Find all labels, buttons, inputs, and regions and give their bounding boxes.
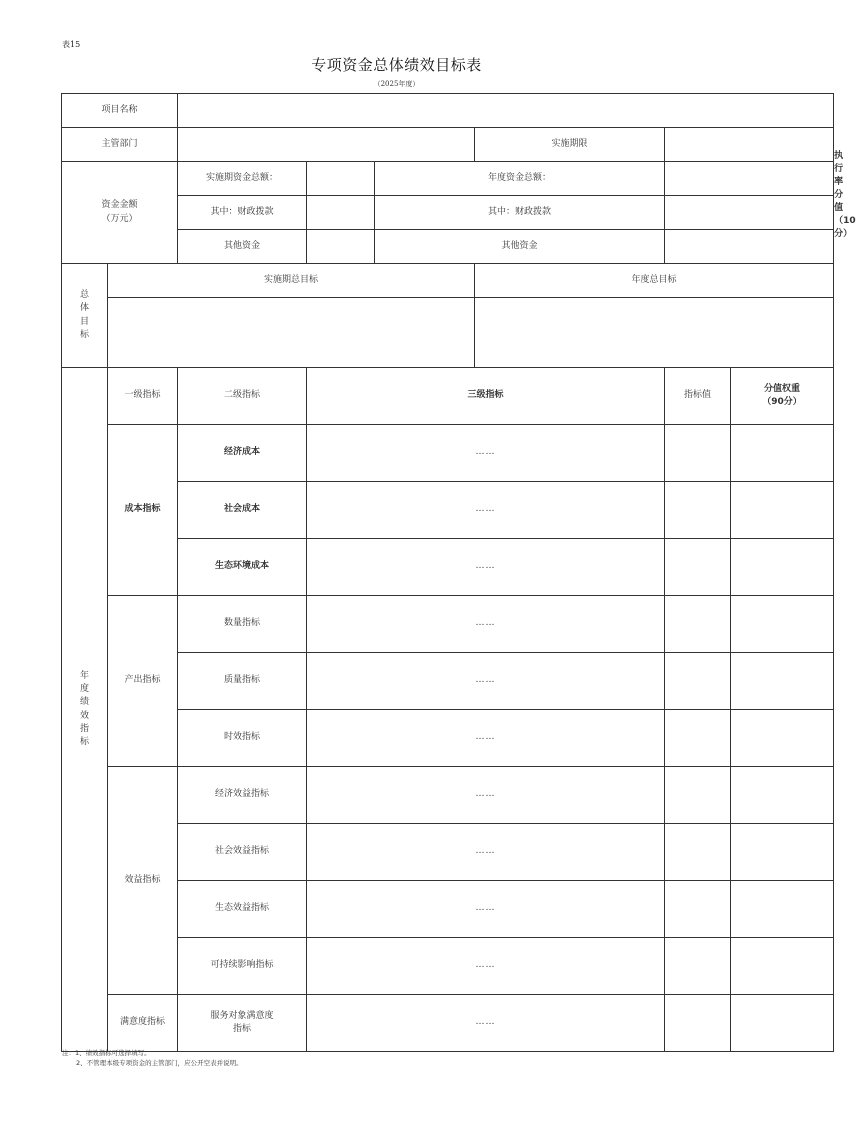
satisfaction-item-line2: 指标 xyxy=(233,1024,252,1034)
period-fiscal-label: 其中：财政拨款 xyxy=(178,196,307,230)
annual-indicator-char: 年 xyxy=(79,671,89,682)
indicator-value-cell[interactable] xyxy=(665,596,731,653)
level3-cell[interactable]: …… xyxy=(307,824,665,881)
annual-total-field[interactable] xyxy=(665,162,834,196)
output-item-quantity: 数量指标 xyxy=(178,596,307,653)
benefit-item-ecological: 生态效益指标 xyxy=(178,881,307,938)
cost-item-economic: 经济成本 xyxy=(178,425,307,482)
dept-label: 主管部门 xyxy=(62,128,178,162)
annual-indicator-char: 指 xyxy=(79,723,89,734)
cost-item-eco-env: 生态环境成本 xyxy=(178,539,307,596)
output-item-timeliness: 时效指标 xyxy=(178,710,307,767)
weight-cell[interactable] xyxy=(731,938,834,995)
level3-cell[interactable]: …… xyxy=(307,653,665,710)
value-header: 指标值 xyxy=(665,368,731,425)
period-label: 实施期限 xyxy=(475,128,665,162)
level3-cell[interactable]: …… xyxy=(307,767,665,824)
fund-label-line2: （万元） xyxy=(101,213,138,224)
level3-cell[interactable]: …… xyxy=(307,596,665,653)
page-subtitle: （2025年度） xyxy=(373,80,420,88)
period-goal-label: 实施期总目标 xyxy=(108,264,475,298)
weight-header-line1: 分值权重 xyxy=(764,383,801,394)
satisfaction-indicator-label: 满意度指标 xyxy=(108,995,178,1052)
period-goal-field[interactable] xyxy=(108,298,475,368)
exec-score-line2: （10分） xyxy=(834,216,856,240)
output-indicator-label: 产出指标 xyxy=(108,596,178,767)
footnotes xyxy=(62,1048,243,1069)
weight-cell[interactable] xyxy=(731,596,834,653)
period-total-label: 实施期资金总额： xyxy=(178,162,307,196)
indicator-value-cell[interactable] xyxy=(665,482,731,539)
annual-indicator-char: 标 xyxy=(79,736,89,747)
satisfaction-item xyxy=(178,995,307,1052)
level2-header: 二级指标 xyxy=(178,368,307,425)
benefit-item-sustainable: 可持续影响指标 xyxy=(178,938,307,995)
footnote-1: 注：1、绩效指标可选择填写。 xyxy=(62,1049,151,1057)
annual-indicator-char: 度 xyxy=(79,684,89,695)
overall-goal-char: 体 xyxy=(79,303,89,314)
period-fiscal-field[interactable] xyxy=(307,196,375,230)
project-name-label: 项目名称 xyxy=(62,94,178,128)
benefit-item-social: 社会效益指标 xyxy=(178,824,307,881)
overall-goal-char: 总 xyxy=(79,290,89,301)
weight-cell[interactable] xyxy=(731,824,834,881)
annual-goal-label: 年度总目标 xyxy=(475,264,834,298)
period-total-field[interactable] xyxy=(307,162,375,196)
weight-cell[interactable] xyxy=(731,653,834,710)
exec-score-line1: 执行率分值 xyxy=(834,150,844,214)
table-number: 表15 xyxy=(62,40,81,49)
indicator-value-cell[interactable] xyxy=(665,938,731,995)
fund-label-line1: 资金金额 xyxy=(101,200,138,211)
indicator-value-cell[interactable] xyxy=(665,710,731,767)
overall-goal-char: 标 xyxy=(79,329,89,340)
indicator-value-cell[interactable] xyxy=(665,425,731,482)
indicator-value-cell[interactable] xyxy=(665,767,731,824)
weight-cell[interactable] xyxy=(731,767,834,824)
annual-goal-field[interactable] xyxy=(475,298,834,368)
benefit-item-economic: 经济效益指标 xyxy=(178,767,307,824)
annual-indicator-label xyxy=(62,368,108,1052)
satisfaction-item-line1: 服务对象满意度 xyxy=(210,1010,274,1021)
weight-header xyxy=(731,368,834,425)
annual-indicator-char: 效 xyxy=(79,710,89,721)
level3-cell[interactable]: …… xyxy=(307,710,665,767)
level3-cell[interactable]: …… xyxy=(307,938,665,995)
overall-goal-char: 目 xyxy=(79,316,89,327)
footnote-2: 2、不管理本级专项资金的主管部门，应公开空表并说明。 xyxy=(76,1059,243,1068)
project-name-field[interactable] xyxy=(178,94,834,128)
level3-header: 三级指标 xyxy=(307,368,665,425)
weight-cell[interactable] xyxy=(731,482,834,539)
page-title: 专项资金总体绩效目标表 xyxy=(311,56,482,74)
level3-cell[interactable]: …… xyxy=(307,881,665,938)
weight-cell[interactable] xyxy=(731,881,834,938)
annual-fiscal-label: 其中：财政拨款 xyxy=(375,196,665,230)
annual-indicator-char: 绩 xyxy=(79,697,89,708)
benefit-indicator-label: 效益指标 xyxy=(108,767,178,995)
overall-goal-label xyxy=(62,264,108,368)
level3-cell[interactable]: …… xyxy=(307,425,665,482)
output-item-quality: 质量指标 xyxy=(178,653,307,710)
annual-other-field[interactable] xyxy=(665,230,834,264)
weight-cell[interactable] xyxy=(731,995,834,1052)
cost-indicator-label: 成本指标 xyxy=(108,425,178,596)
indicator-value-cell[interactable] xyxy=(665,539,731,596)
level3-cell[interactable]: …… xyxy=(307,482,665,539)
indicator-value-cell[interactable] xyxy=(665,824,731,881)
level3-cell[interactable]: …… xyxy=(307,539,665,596)
weight-cell[interactable] xyxy=(731,539,834,596)
level3-cell[interactable]: …… xyxy=(307,995,665,1052)
indicator-value-cell[interactable] xyxy=(665,881,731,938)
weight-cell[interactable] xyxy=(731,710,834,767)
period-other-field[interactable] xyxy=(307,230,375,264)
fund-label xyxy=(62,162,178,264)
period-other-label: 其他资金 xyxy=(178,230,307,264)
dept-field[interactable] xyxy=(178,128,475,162)
annual-other-label: 其他资金 xyxy=(375,230,665,264)
period-field[interactable] xyxy=(665,128,834,162)
cost-item-social: 社会成本 xyxy=(178,482,307,539)
annual-total-label: 年度资金总额： xyxy=(375,162,665,196)
indicator-value-cell[interactable] xyxy=(665,653,731,710)
annual-fiscal-field[interactable] xyxy=(665,196,834,230)
indicator-value-cell[interactable] xyxy=(665,995,731,1052)
performance-goal-table xyxy=(61,93,856,1052)
weight-cell[interactable] xyxy=(731,425,834,482)
level1-header: 一级指标 xyxy=(108,368,178,425)
weight-header-line2: （90分） xyxy=(762,397,802,407)
